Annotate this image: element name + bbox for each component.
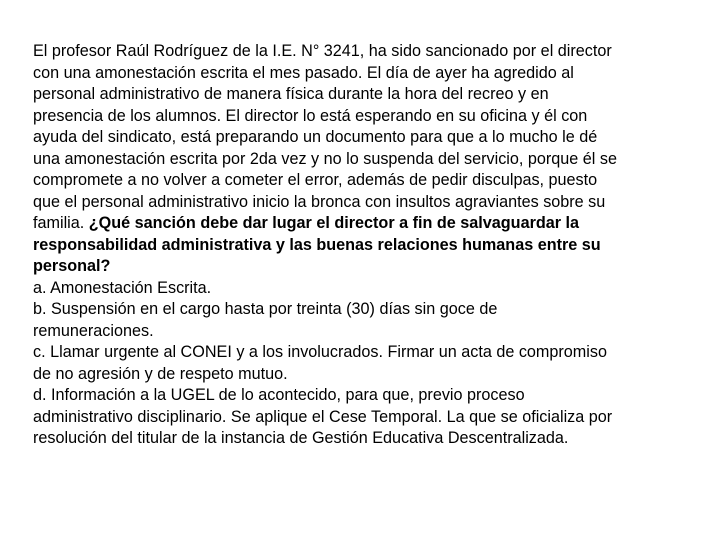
question-line: una amonestación escrita por 2da vez y no lo suspenda del servicio, porque él se bbox=[33, 149, 617, 168]
question-line: que el personal administrativo inicio la bronca con insultos agraviantes sobre su bbox=[33, 192, 606, 211]
question-line-plain-part: familia. bbox=[33, 214, 89, 232]
question-line: presencia de los alumnos. El director lo está esperando en su oficina y él con bbox=[33, 106, 588, 125]
question-line: compromete a no volver a cometer el error, además de pedir disculpas, puesto bbox=[33, 171, 598, 189]
question-line-mixed bbox=[33, 213, 685, 235]
option-b-continued: remuneraciones. bbox=[33, 321, 154, 340]
question-line: ayuda del sindicato, está preparando un documento para que a lo mucho le dé bbox=[33, 128, 598, 146]
option-b: b. Suspensión en el cargo hasta por treinta (30) días sin goce de bbox=[33, 300, 498, 318]
question-prompt-line: responsabilidad administrativa y las buenas relaciones humanas entre su bbox=[33, 235, 601, 254]
option-a: a. Amonestación Escrita. bbox=[33, 278, 212, 297]
question-line: El profesor Raúl Rodríguez de la I.E. N° 3241, ha sido sancionado por el director bbox=[33, 42, 612, 60]
option-c: c. Llamar urgente al CONEI y a los involucrados. Firmar un acta de compromiso bbox=[33, 343, 607, 361]
option-c-continued: de no agresión y de respeto mutuo. bbox=[33, 364, 288, 383]
question-line: personal administrativo de manera física durante la hora del recreo y en bbox=[33, 85, 549, 103]
question-prompt-line: personal? bbox=[33, 257, 111, 275]
question-prompt-start: ¿Qué sanción debe dar lugar el director a fin de salvaguardar la bbox=[88, 214, 580, 232]
option-d: d. Información a la UGEL de lo acontecido, para que, previo proceso bbox=[33, 386, 525, 404]
question-line: con una amonestación escrita el mes pasado. El día de ayer ha agredido al bbox=[33, 63, 574, 82]
question-text-block bbox=[33, 41, 685, 450]
option-d-continued: administrativo disciplinario. Se aplique el Cese Temporal. La que se oficializa por bbox=[33, 407, 613, 426]
option-d-continued: resolución del titular de la instancia de Gestión Educativa Descentralizada. bbox=[33, 429, 569, 447]
